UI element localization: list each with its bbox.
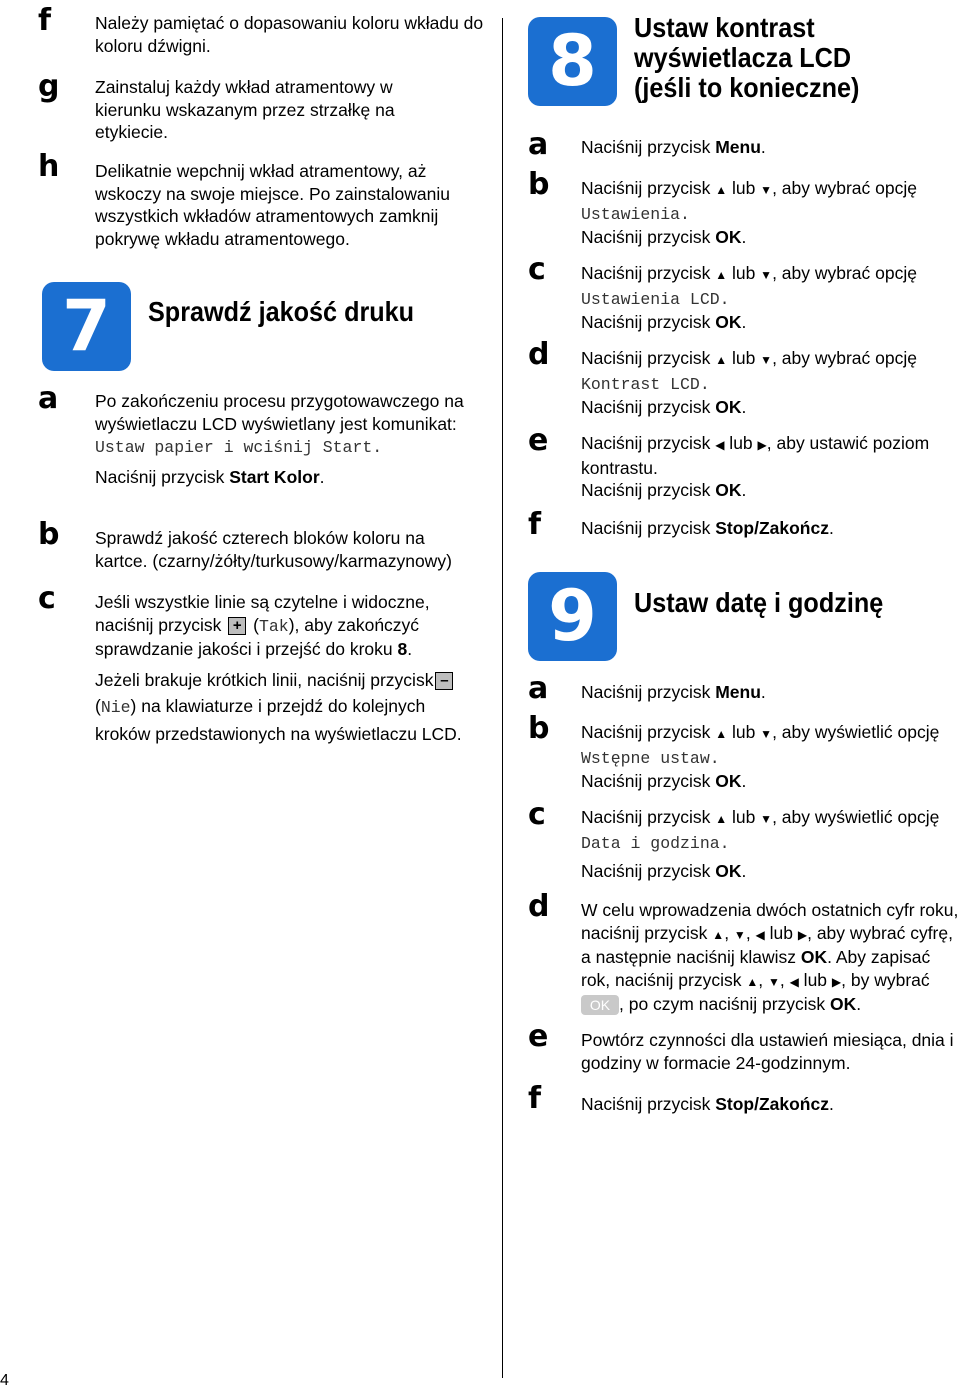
up-arrow-icon: ▲	[715, 812, 728, 826]
step-letter-b: b	[38, 517, 60, 552]
right-arrow-icon: ▶	[757, 438, 767, 452]
period: .	[407, 639, 413, 659]
period: .	[741, 771, 747, 791]
comma: ,	[724, 922, 734, 943]
title-line: Ustaw kontrast	[634, 12, 815, 43]
comma: ,	[745, 922, 756, 943]
instruction-c-text-3: Jeżeli brakuje krótkich linii, naciśnij przycisk	[95, 669, 434, 690]
period: .	[828, 518, 834, 538]
menu-option-ustawienia-lcd: Ustawienia LCD	[581, 289, 720, 309]
select-option-text: , aby wybrać opcję	[772, 348, 917, 368]
step-7-badge: 7	[42, 282, 131, 371]
up-arrow-icon: ▲	[715, 268, 728, 282]
step-8-letter-f: f	[528, 507, 542, 542]
period: .	[760, 682, 766, 702]
comma: ,	[779, 969, 790, 990]
press-text: Naciśnij przycisk	[581, 771, 716, 791]
press-text: Naciśnij przycisk	[581, 263, 716, 283]
step-9-instruction-f	[581, 1093, 960, 1116]
step-letter-c: c	[38, 581, 56, 616]
step-9-letter-e: e	[528, 1019, 549, 1054]
step-8-instruction-d	[581, 347, 960, 419]
step-8-instruction-e	[581, 432, 960, 502]
lcd-message: Ustaw papier i wciśnij Start	[95, 438, 373, 457]
step-9-letter-b: b	[528, 711, 550, 746]
stop-button-label: Stop/Zakończ	[715, 1094, 829, 1114]
down-arrow-icon: ▼	[760, 268, 773, 282]
minus-key-icon: –	[435, 672, 453, 690]
down-arrow-icon: ▼	[767, 974, 780, 989]
up-arrow-icon: ▲	[715, 183, 728, 197]
step-9-instruction-b	[581, 721, 960, 793]
instruction-text: , by wybrać	[841, 969, 930, 990]
adjust-contrast-text: , aby ustawić poziom kontrastu.	[581, 433, 930, 478]
show-option-text: , aby wyświetlić opcję	[772, 722, 940, 742]
tak-label: Tak	[259, 616, 289, 636]
ok-button-label: OK	[715, 312, 742, 332]
press-text: Naciśnij przycisk	[581, 807, 716, 827]
step-8-letter-b: b	[528, 167, 550, 202]
instruction-c	[95, 591, 480, 747]
instruction-c-text: Jeśli wszystkie linie są czytelne i widoczne, naciśnij przycisk	[95, 592, 430, 635]
instruction-text: W celu wprowadzenia dwóch ostatnich cyfr roku, naciśnij przycisk	[581, 900, 959, 943]
press-text: Naciśnij przycisk	[95, 466, 230, 487]
menu-button-label: Menu	[715, 682, 761, 702]
page-number: 4	[0, 1372, 9, 1389]
step-9-instruction-c	[581, 806, 960, 883]
instruction-c-text-4: ) na klawiaturze i przejdź do kolejnych kroków przedstawionych na wyświetlaczu LCD.	[95, 695, 462, 744]
period: .	[828, 1094, 834, 1114]
instruction-f: Należy pamiętać o dopasowaniu koloru wkładu do koloru dźwigni.	[95, 13, 484, 56]
period: .	[719, 289, 730, 309]
period: .	[741, 480, 747, 500]
or-text: lub	[727, 178, 761, 198]
paren: (	[95, 695, 101, 716]
left-arrow-icon: ◀	[715, 438, 725, 452]
title-line: (jeśli to konieczne)	[634, 72, 860, 103]
step-8-letter-d: d	[528, 337, 550, 372]
press-text: Naciśnij przycisk	[581, 137, 716, 157]
down-arrow-icon: ▼	[760, 727, 773, 741]
step-9-instruction-d	[581, 899, 960, 1016]
step-9-instruction-a	[581, 681, 960, 704]
step-ref: 8	[397, 639, 408, 659]
menu-option-wstepne-ustaw: Wstępne ustaw	[581, 748, 710, 768]
step-letter-h: h	[38, 149, 60, 184]
step-9-instruction-e: Powtórz czynności dla ustawień miesiąca, dnia i godziny w formacie 24-godzinnym.	[581, 1030, 954, 1073]
ok-key-icon: OK	[581, 995, 619, 1015]
up-arrow-icon: ▲	[746, 974, 759, 989]
up-arrow-icon: ▲	[715, 353, 728, 367]
step-9-badge: 9	[528, 572, 617, 661]
period: .	[680, 204, 690, 224]
period: .	[856, 994, 862, 1014]
press-text: Naciśnij przycisk	[581, 480, 716, 500]
or-text: lub	[727, 263, 761, 283]
instruction-text: . Aby zapisać rok, naciśnij przycisk	[581, 947, 931, 990]
or-text: lub	[727, 348, 761, 368]
period: .	[719, 833, 730, 853]
down-arrow-icon: ▼	[760, 183, 773, 197]
press-text: Naciśnij przycisk	[581, 348, 716, 368]
instruction-b: Sprawdź jakość czterech bloków koloru na kartce. (czarny/żółty/turkusowy/karmazynowy)	[95, 528, 452, 571]
instruction-text: , po czym naciśnij przycisk	[619, 994, 831, 1014]
step-letter-f: f	[38, 3, 52, 38]
step-8-letter-c: c	[528, 252, 546, 287]
nie-label: Nie	[100, 697, 131, 717]
ok-button-label: OK	[800, 947, 828, 967]
step-7-title: Sprawdź jakość druku	[148, 296, 415, 327]
down-arrow-icon: ▼	[760, 353, 773, 367]
step-9-title: Ustaw datę i godzinę	[634, 587, 884, 618]
right-arrow-icon: ▶	[797, 927, 808, 942]
menu-option-kontrast-lcd: Kontrast LCD	[581, 374, 700, 394]
step-8-letter-e: e	[528, 423, 549, 458]
period: .	[741, 227, 747, 247]
paren: (	[248, 614, 259, 635]
period: .	[372, 438, 383, 457]
period: .	[741, 397, 747, 417]
ok-button-label: OK	[715, 861, 742, 881]
press-text: Naciśnij przycisk	[581, 682, 716, 702]
or-text: lub	[798, 969, 832, 990]
stop-button-label: Stop/Zakończ	[715, 518, 829, 538]
left-arrow-icon: ◀	[755, 927, 765, 942]
period: .	[709, 748, 720, 768]
step-9-letter-f: f	[528, 1081, 542, 1116]
menu-option-ustawienia: Ustawienia	[581, 204, 681, 224]
step-8-instruction-f	[581, 517, 960, 540]
ok-button-label: OK	[715, 227, 742, 247]
left-arrow-icon: ◀	[789, 974, 799, 989]
or-text: lub	[724, 433, 758, 453]
right-arrow-icon: ▶	[831, 974, 842, 989]
period: .	[741, 861, 747, 881]
or-text: lub	[764, 922, 798, 943]
show-option-text: , aby wyświetlić opcję	[772, 807, 940, 827]
press-text: Naciśnij przycisk	[581, 433, 716, 453]
instruction-c-text-2: ), aby zakończyć sprawdzanie jakości i przejść do kroku	[95, 614, 420, 659]
menu-button-label: Menu	[715, 137, 761, 157]
step-9-letter-d: d	[528, 889, 550, 924]
plus-key-icon: +	[228, 617, 246, 635]
up-arrow-icon: ▲	[715, 727, 728, 741]
period: .	[760, 137, 766, 157]
ok-button-label: OK	[715, 771, 742, 791]
step-letter-a: a	[38, 381, 59, 416]
step-8-title	[634, 13, 859, 103]
select-option-text: , aby wybrać opcję	[772, 178, 917, 198]
step-8-badge: 8	[528, 17, 617, 106]
menu-option-data-i-godzina: Data i godzina	[581, 833, 720, 853]
period: .	[319, 466, 325, 487]
press-text: Naciśnij przycisk	[581, 518, 716, 538]
press-text: Naciśnij przycisk	[581, 722, 716, 742]
period: .	[699, 374, 710, 394]
instruction-text: , aby wybrać cyfrę, a następnie naciśnij klawisz	[581, 922, 953, 967]
step-letter-g: g	[38, 69, 60, 104]
step-8-instruction-c	[581, 262, 960, 334]
step-8-instruction-b	[581, 177, 960, 249]
step-8-instruction-a	[581, 136, 960, 159]
press-text: Naciśnij przycisk	[581, 312, 716, 332]
press-text: Naciśnij przycisk	[581, 861, 716, 881]
press-text: Naciśnij przycisk	[581, 397, 716, 417]
or-text: lub	[727, 807, 761, 827]
ok-button-label: OK	[715, 480, 742, 500]
instruction-h: Delikatnie wepchnij wkład atramentowy, aż wskoczy na swoje miejsce. Po zainstalowaniu wszystkich wkładów atramentowych zamknij pokrywę wkładu atramentowego.	[95, 161, 451, 249]
period: .	[741, 312, 747, 332]
step-9-letter-c: c	[528, 797, 546, 832]
instruction-g: Zainstaluj każdy wkład atramentowy w kierunku wskazanym przez strzałkę na etykiecie.	[95, 77, 395, 142]
column-divider	[502, 18, 503, 1378]
title-line: wyświetlacza LCD	[634, 42, 852, 73]
press-text: Naciśnij przycisk	[581, 227, 716, 247]
press-text: Naciśnij przycisk	[581, 1094, 716, 1114]
ok-button-label: OK	[715, 397, 742, 417]
or-text: lub	[727, 722, 761, 742]
instruction-a-text: Po zakończeniu procesu przygotowawczego na wyświetlaczu LCD wyświetlany jest komunikat:	[95, 391, 464, 434]
down-arrow-icon: ▼	[760, 812, 773, 826]
ok-button-label: OK	[830, 994, 857, 1014]
comma: ,	[758, 969, 768, 990]
start-color-button-label: Start Kolor	[229, 466, 320, 487]
select-option-text: , aby wybrać opcję	[772, 263, 917, 283]
step-9-letter-a: a	[528, 671, 549, 706]
up-arrow-icon: ▲	[712, 927, 725, 942]
down-arrow-icon: ▼	[733, 927, 746, 942]
press-text: Naciśnij przycisk	[581, 178, 716, 198]
step-8-letter-a: a	[528, 127, 549, 162]
instruction-a	[95, 390, 475, 488]
